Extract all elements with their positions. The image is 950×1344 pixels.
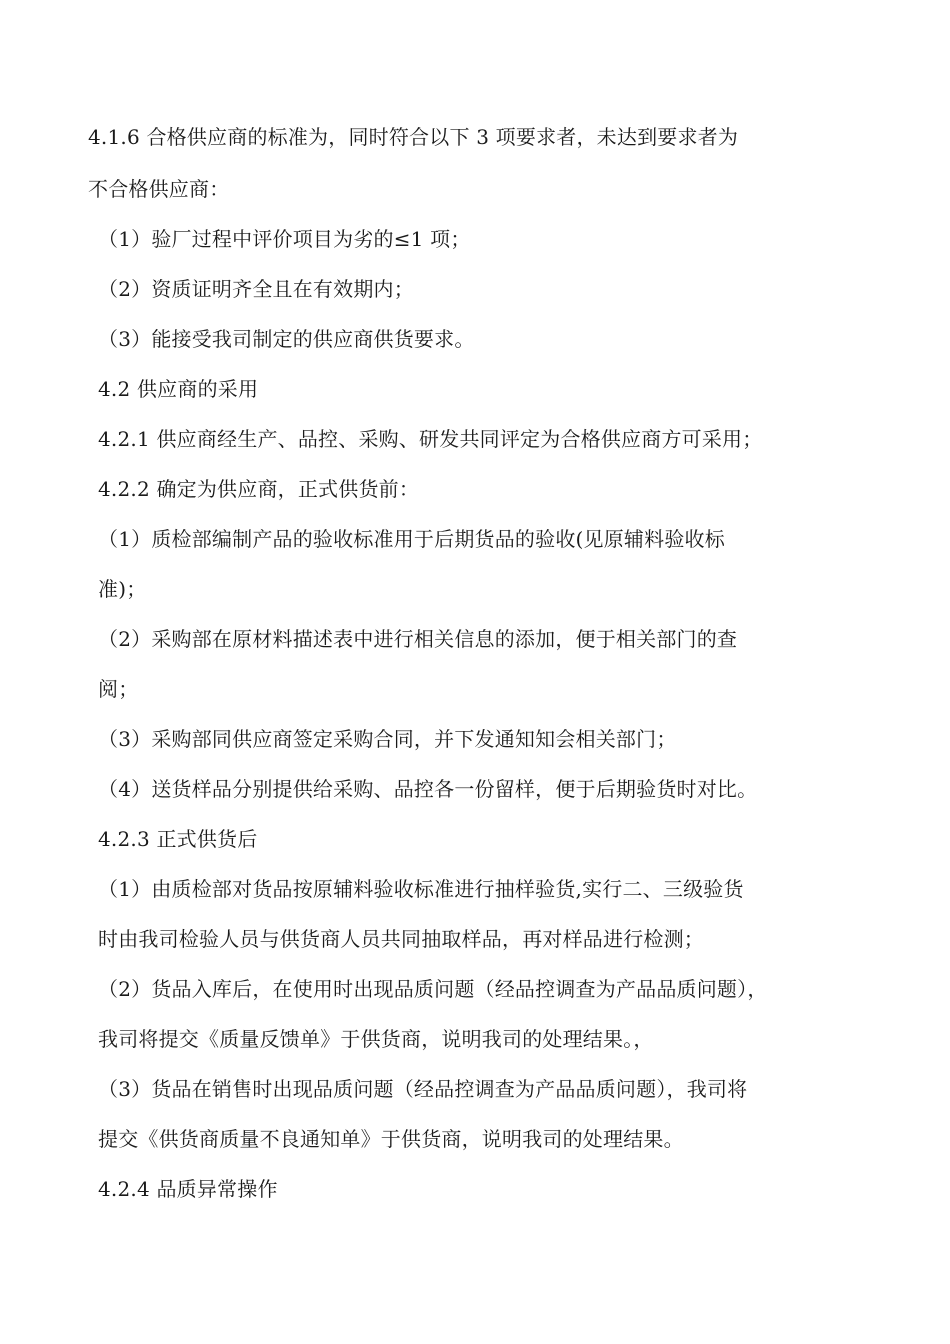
clause-4-1-6-line-2: 不合格供应商： [88, 177, 230, 201]
pre-supply-item-1-line-1: （1）质检部编制产品的验收标准用于后期货品的验收(见原辅料验收标 [98, 527, 725, 551]
clause-4-2-2: 4.2.2 确定为供应商，正式供货前： [98, 477, 420, 501]
post-supply-item-1-line-1: （1）由质检部对货品按原辅料验收标准进行抽样验货,实行二、三级验货 [98, 877, 744, 901]
post-supply-item-2-line-1: （2）货品入库后，在使用时出现品质问题（经品控调查为产品品质问题）， [98, 977, 768, 1001]
section-heading-4-2: 4.2 供应商的采用 [98, 377, 259, 401]
pre-supply-item-1-line-2: 准)； [98, 577, 147, 601]
clause-4-1-6-line-1: 4.1.6 合格供应商的标准为，同时符合以下 3 项要求者，未达到要求者为 [88, 125, 739, 149]
post-supply-item-3-line-2: 提交《供货商质量不良通知单》于供货商，说明我司的处理结果。 [98, 1127, 684, 1151]
criterion-item-2: （2）资质证明齐全且在有效期内； [98, 277, 414, 301]
criterion-item-1: （1）验厂过程中评价项目为劣的≤1 项； [98, 227, 471, 251]
clause-4-2-3: 4.2.3 正式供货后 [98, 827, 258, 851]
post-supply-item-3-line-1: （3）货品在销售时出现品质问题（经品控调查为产品品质问题），我司将 [98, 1077, 748, 1101]
pre-supply-item-3: （3）采购部同供应商签定采购合同，并下发通知知会相关部门； [98, 727, 677, 751]
pre-supply-item-4: （4）送货样品分别提供给采购、品控各一份留样，便于后期验货时对比。 [98, 777, 758, 801]
clause-4-2-4: 4.2.4 品质异常操作 [98, 1177, 278, 1201]
pre-supply-item-2-line-1: （2）采购部在原材料描述表中进行相关信息的添加，便于相关部门的查 [98, 627, 738, 651]
clause-4-2-1: 4.2.1 供应商经生产、品控、采购、研发共同评定为合格供应商方可采用； [98, 427, 763, 451]
post-supply-item-2-line-2: 我司将提交《质量反馈单》于供货商，说明我司的处理结果。， [98, 1027, 654, 1051]
criterion-item-3: （3）能接受我司制定的供应商供货要求。 [98, 327, 475, 351]
post-supply-item-1-line-2: 时由我司检验人员与供货商人员共同抽取样品，再对样品进行检测； [98, 927, 704, 951]
pre-supply-item-2-line-2: 阅； [98, 677, 139, 701]
